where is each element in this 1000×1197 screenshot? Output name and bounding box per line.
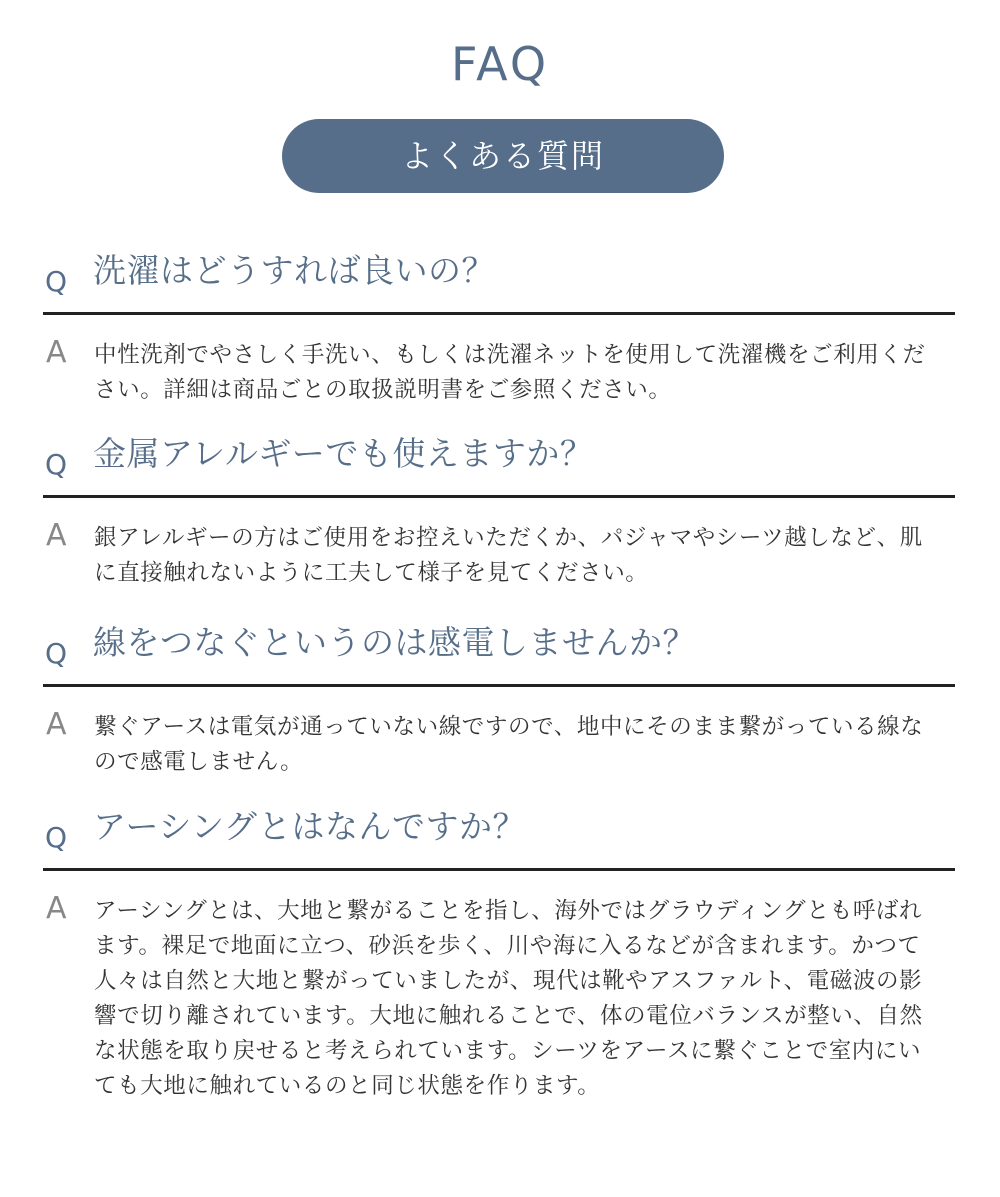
question-mark-label: Q — [45, 637, 68, 670]
answer-mark-label: A — [46, 518, 67, 553]
faq-question-row — [43, 788, 955, 871]
faq-answer-row — [43, 707, 955, 780]
page-title: FAQ — [450, 37, 550, 91]
faq-item — [43, 415, 955, 591]
faq-item — [43, 788, 955, 1104]
faq-answer: 中性洗剤でやさしく手洗い、もしくは洗濯ネットを使用して洗濯機をご利用ください。詳細は商品ごとの取扱説明書をご参照ください。 — [94, 342, 926, 403]
faq-item — [43, 232, 955, 408]
faq-question-row — [43, 604, 955, 687]
faq-answer-row — [43, 518, 955, 591]
faq-question: 金属アレルギーでも使えますか？ — [93, 434, 594, 473]
faq-question-row — [43, 232, 955, 315]
faq-question: 線をつなぐというのは感電しませんか？ — [93, 623, 696, 662]
faq-answer-row — [43, 335, 955, 408]
faq-question: アーシングとはなんですか？ — [93, 807, 527, 846]
answer-mark-label: A — [46, 707, 67, 742]
answer-mark-label: A — [46, 891, 67, 926]
question-mark-label: Q — [45, 448, 68, 481]
question-mark-label: Q — [45, 821, 68, 854]
faq-question: 洗濯はどうすれば良いの？ — [93, 251, 495, 290]
section-subtitle-badge: よくある質問 — [282, 119, 724, 193]
faq-item — [43, 604, 955, 780]
faq-answer: 銀アレルギーの方はご使用をお控えいただくか、パジャマやシーツ越しなど、肌に直接触れないように工夫して様子を見てください。 — [94, 525, 923, 586]
question-mark-label: Q — [45, 265, 68, 298]
faq-answer-row — [43, 891, 955, 1104]
faq-answer: 繋ぐアースは電気が通っていない線ですので、地中にそのまま繋がっている線なので感電しません。 — [94, 714, 924, 775]
answer-mark-label: A — [46, 335, 67, 370]
faq-question-row — [43, 415, 955, 498]
faq-answer: アーシングとは、大地と繋がることを指し、海外ではグラウディングとも呼ばれます。裸足で地面に立つ、砂浜を歩く、川や海に入るなどが含まれます。かつて人々は自然と大地と繋がっていましたが、現代は靴やアスファルト、電磁波の影響で切り離されています。大地に触れることで、体の電位バランスが整い、自然な状態を取り戻せると考えられています。シーツをアースに繋ぐことで室内にいても大地に触れているのと同じ状態を作ります。 — [94, 898, 923, 1099]
